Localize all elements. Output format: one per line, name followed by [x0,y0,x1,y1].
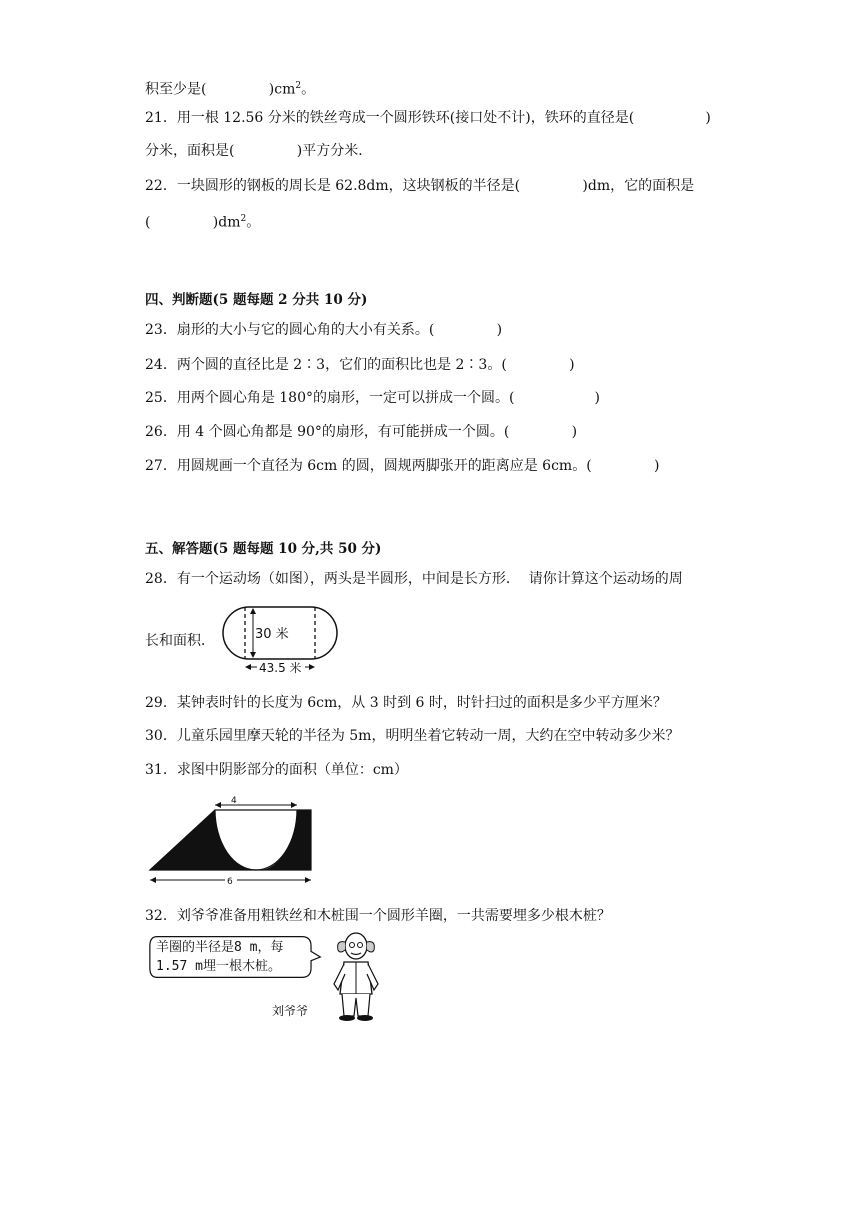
q20-text-after: )cm [268,81,296,98]
q29-line: 29．某钟表时针的长度为 6cm，从 3 时到 6 时，时针扫过的面积是多少平方厘米？ [145,695,667,711]
q31-line: 31．求图中阴影部分的面积（单位：cm） [145,762,408,778]
q22-line2-text: ( )dm [145,214,241,231]
q22-end: 。 [246,214,261,231]
arrow-up-icon [250,608,256,614]
q22-line2 [145,210,260,232]
arrow-left-icon [215,802,221,808]
q31-shaded-figure [145,792,320,890]
arrow-down-icon [250,652,256,658]
grandpa-shoe-right [357,1015,373,1021]
grandpa-shoe-left [339,1015,355,1021]
arrow-right-icon [309,664,315,670]
grandpa-name-label: 刘爷爷 [272,1004,309,1018]
q21-line2: 分米，面积是( )平方分米． [145,143,373,159]
grandpa-hair-right [367,942,374,952]
q28-line1: 28．有一个运动场（如图），两头是半圆形，中间是长方形． 请你计算这个运动场的周 [145,571,683,587]
arrow-left-icon [150,877,156,883]
q28-stadium-figure [215,603,345,675]
top-dim-label: 4 [231,796,237,806]
q20-end: 。 [301,81,316,98]
grandpa-illustration [326,928,386,1024]
q20-sup: 2 [295,81,302,91]
q22-line1: 22．一块圆形的钢板的周长是 62.8dm，这块钢板的半径是( )dm，它的面积是 [145,178,695,194]
q21-line1: 21．用一根 12.56 分米的铁丝弯成一个圆形铁环(接口处不计)，铁环的直径是( ) [145,110,711,126]
stadium-height-label: 30 米 [255,627,289,642]
q23-line: 23．扇形的大小与它的圆心角的大小有关系。( ) [145,322,503,338]
q20-tail-line [145,77,315,99]
q28-line2: 长和面积． [145,633,215,649]
q32-line: 32．刘爷爷准备用粗铁丝和木桩围一个圆形羊圈，一共需要埋多少根木桩？ [145,908,611,924]
q24-line: 24．两个圆的直径比是 2∶3，它们的面积比也是 2∶3。( ) [145,357,575,373]
q25-line: 25．用两个圆心角是 180°的扇形，一定可以拼成一个圆。( ) [145,390,601,406]
arrow-right-icon [291,802,297,808]
section5-title: 五、解答题(5 题每题 10 分,共 50 分) [145,541,382,557]
arrow-right-icon [305,877,311,883]
stadium-width-label: 43.5 米 [259,661,302,675]
q27-line: 27．用圆规画一个直径为 6cm 的圆，圆规两脚张开的距离应是 6cm。( ) [145,458,660,474]
section4-title: 四、判断题(5 题每题 2 分共 10 分) [145,292,368,308]
speech-text [156,938,283,976]
q30-line: 30．儿童乐园里摩天轮的半径为 5m，明明坐着它转动一周，大约在空中转动多少米？ [145,728,680,744]
grandpa-legs [342,994,370,1016]
q26-line: 26．用 4 个圆心角都是 90°的扇形，有可能拼成一个圆。( ) [145,424,578,440]
q20-text-before: 积至少是( [145,81,207,98]
grandpa-hair-left [338,942,345,952]
speech-line-1: 羊圈的半径是8 m，每 [156,940,284,955]
arrow-left-icon [245,664,251,670]
q20-blank[interactable] [206,82,268,98]
q22-sup: 2 [240,214,247,224]
bottom-dim-label: 6 [227,877,233,887]
speech-line-2: 1.57 m埋一根木桩。 [156,959,281,974]
